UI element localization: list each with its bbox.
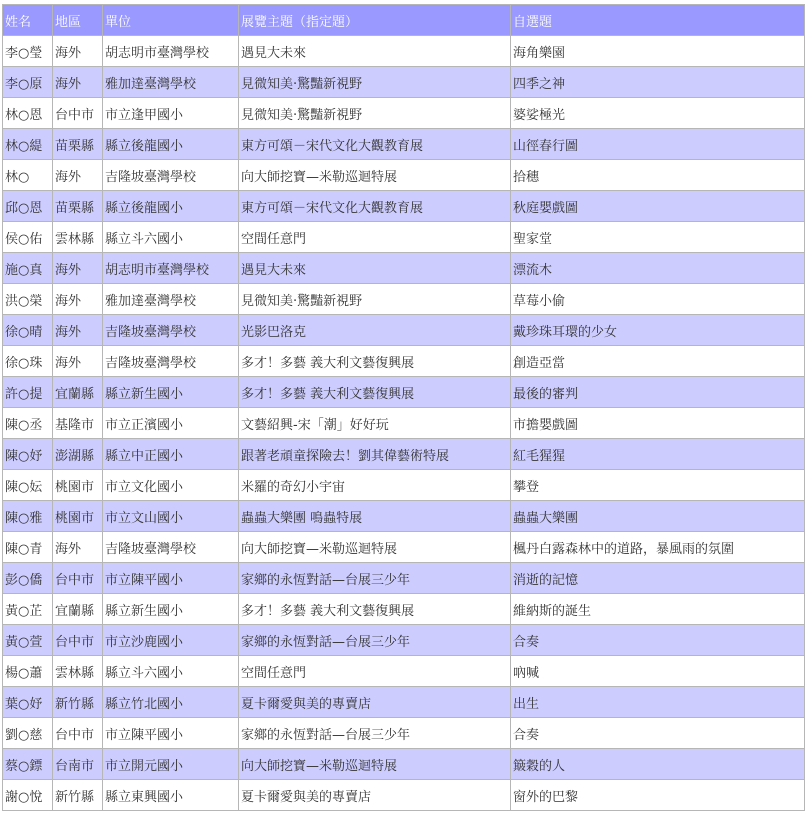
- cell-name: 陳○丞: [3, 408, 53, 439]
- header-region: 地區: [53, 5, 103, 36]
- table-row: [3, 780, 805, 811]
- cell-name: 劉○慈: [3, 718, 53, 749]
- table-row: [3, 377, 805, 408]
- cell-theme: 夏卡爾愛與美的專賣店: [239, 687, 511, 718]
- cell-unit: 縣立後龍國小: [103, 129, 239, 160]
- cell-unit: 市立文化國小: [103, 470, 239, 501]
- header-theme: 展覽主題（指定題）: [239, 5, 511, 36]
- cell-unit: 市立正濱國小: [103, 408, 239, 439]
- cell-choice: 海角樂園: [511, 36, 805, 67]
- table-row: [3, 315, 805, 346]
- table-row: [3, 191, 805, 222]
- cell-theme: 見微知美‧驚豔新視野: [239, 284, 511, 315]
- cell-theme: 夏卡爾愛與美的專賣店: [239, 780, 511, 811]
- results-table: [2, 4, 805, 811]
- cell-choice: 山徑春行圖: [511, 129, 805, 160]
- cell-theme: 多才！多藝 義大利文藝復興展: [239, 594, 511, 625]
- cell-theme: 遇見大未來: [239, 253, 511, 284]
- cell-unit: 吉隆坡臺灣學校: [103, 315, 239, 346]
- cell-unit: 吉隆坡臺灣學校: [103, 160, 239, 191]
- table-row: [3, 408, 805, 439]
- table-row: [3, 749, 805, 780]
- cell-theme: 向大師挖寶—米勒巡迴特展: [239, 532, 511, 563]
- table-row: [3, 470, 805, 501]
- cell-choice: 消逝的記憶: [511, 563, 805, 594]
- cell-choice: 草莓小偷: [511, 284, 805, 315]
- table-row: [3, 253, 805, 284]
- cell-theme: 向大師挖寶—米勒巡迴特展: [239, 749, 511, 780]
- cell-theme: 光影巴洛克: [239, 315, 511, 346]
- cell-theme: 跟著老頑童探險去！劉其偉藝術特展: [239, 439, 511, 470]
- cell-choice: 蟲蟲大樂團: [511, 501, 805, 532]
- cell-unit: 市立文山國小: [103, 501, 239, 532]
- cell-choice: 婆娑極光: [511, 98, 805, 129]
- cell-region: 海外: [53, 284, 103, 315]
- table-row: [3, 129, 805, 160]
- cell-region: 宜蘭縣: [53, 377, 103, 408]
- cell-unit: 縣立新生國小: [103, 377, 239, 408]
- cell-region: 新竹縣: [53, 780, 103, 811]
- cell-region: 桃園市: [53, 470, 103, 501]
- cell-region: 苗栗縣: [53, 129, 103, 160]
- cell-unit: 縣立後龍國小: [103, 191, 239, 222]
- cell-name: 彭○僑: [3, 563, 53, 594]
- cell-name: 謝○悅: [3, 780, 53, 811]
- cell-name: 葉○妤: [3, 687, 53, 718]
- header-unit: 單位: [103, 5, 239, 36]
- header-name: 姓名: [3, 5, 53, 36]
- cell-unit: 胡志明市臺灣學校: [103, 253, 239, 284]
- cell-choice: 聖家堂: [511, 222, 805, 253]
- cell-region: 桃園市: [53, 501, 103, 532]
- cell-choice: 創造亞當: [511, 346, 805, 377]
- cell-choice: 楓丹白露森林中的道路，暴風雨的氛圍: [511, 532, 805, 563]
- cell-name: 黃○芷: [3, 594, 53, 625]
- table-row: [3, 656, 805, 687]
- table-row: [3, 687, 805, 718]
- cell-name: 李○原: [3, 67, 53, 98]
- cell-unit: 縣立竹北國小: [103, 687, 239, 718]
- cell-choice: 窗外的巴黎: [511, 780, 805, 811]
- cell-unit: 市立陳平國小: [103, 718, 239, 749]
- cell-theme: 東方可頌－宋代文化大觀教育展: [239, 191, 511, 222]
- cell-unit: 縣立中正國小: [103, 439, 239, 470]
- cell-unit: 縣立東興國小: [103, 780, 239, 811]
- cell-name: 徐○晴: [3, 315, 53, 346]
- cell-region: 海外: [53, 160, 103, 191]
- cell-theme: 遇見大未來: [239, 36, 511, 67]
- cell-choice: 吶喊: [511, 656, 805, 687]
- header-choice: 自選題: [511, 5, 805, 36]
- cell-region: 苗栗縣: [53, 191, 103, 222]
- cell-choice: 四季之神: [511, 67, 805, 98]
- table-header: [3, 5, 805, 36]
- cell-unit: 胡志明市臺灣學校: [103, 36, 239, 67]
- cell-theme: 見微知美‧驚豔新視野: [239, 98, 511, 129]
- cell-choice: 出生: [511, 687, 805, 718]
- cell-choice: 拾穗: [511, 160, 805, 191]
- cell-theme: 多才！多藝 義大利文藝復興展: [239, 346, 511, 377]
- cell-unit: 市立逢甲國小: [103, 98, 239, 129]
- cell-name: 蔡○鏢: [3, 749, 53, 780]
- cell-unit: 市立陳平國小: [103, 563, 239, 594]
- cell-name: 林○恩: [3, 98, 53, 129]
- cell-unit: 雅加達臺灣學校: [103, 67, 239, 98]
- cell-unit: 市立開元國小: [103, 749, 239, 780]
- header-row: [3, 5, 805, 36]
- cell-name: 李○瑩: [3, 36, 53, 67]
- cell-name: 林○: [3, 160, 53, 191]
- cell-name: 黃○萱: [3, 625, 53, 656]
- cell-choice: 漂流木: [511, 253, 805, 284]
- cell-region: 宜蘭縣: [53, 594, 103, 625]
- cell-region: 海外: [53, 253, 103, 284]
- table-row: [3, 346, 805, 377]
- cell-choice: 最後的審判: [511, 377, 805, 408]
- cell-name: 施○真: [3, 253, 53, 284]
- cell-choice: 簸穀的人: [511, 749, 805, 780]
- cell-unit: 吉隆坡臺灣學校: [103, 346, 239, 377]
- table-row: [3, 439, 805, 470]
- cell-unit: 縣立斗六國小: [103, 656, 239, 687]
- table-row: [3, 594, 805, 625]
- cell-theme: 家鄉的永恆對話—台展三少年: [239, 625, 511, 656]
- cell-unit: 縣立斗六國小: [103, 222, 239, 253]
- cell-name: 林○緹: [3, 129, 53, 160]
- cell-region: 海外: [53, 532, 103, 563]
- cell-unit: 雅加達臺灣學校: [103, 284, 239, 315]
- cell-region: 台南市: [53, 749, 103, 780]
- cell-name: 洪○榮: [3, 284, 53, 315]
- cell-theme: 多才！多藝 義大利文藝復興展: [239, 377, 511, 408]
- cell-theme: 文藝紹興-宋「潮」好好玩: [239, 408, 511, 439]
- cell-choice: 秋庭嬰戲圖: [511, 191, 805, 222]
- table-row: [3, 98, 805, 129]
- cell-region: 雲林縣: [53, 656, 103, 687]
- cell-name: 楊○蕭: [3, 656, 53, 687]
- table-row: [3, 532, 805, 563]
- table-row: [3, 67, 805, 98]
- table-row: [3, 160, 805, 191]
- cell-region: 新竹縣: [53, 687, 103, 718]
- cell-name: 陳○妘: [3, 470, 53, 501]
- cell-choice: 紅毛猩猩: [511, 439, 805, 470]
- cell-theme: 見微知美‧驚豔新視野: [239, 67, 511, 98]
- cell-name: 邱○恩: [3, 191, 53, 222]
- cell-theme: 米羅的奇幻小宇宙: [239, 470, 511, 501]
- cell-choice: 市擔嬰戲圖: [511, 408, 805, 439]
- cell-region: 基隆市: [53, 408, 103, 439]
- cell-choice: 合奏: [511, 718, 805, 749]
- cell-name: 徐○珠: [3, 346, 53, 377]
- cell-region: 澎湖縣: [53, 439, 103, 470]
- cell-choice: 維納斯的誕生: [511, 594, 805, 625]
- table-row: [3, 718, 805, 749]
- cell-region: 台中市: [53, 625, 103, 656]
- cell-theme: 空間任意門: [239, 222, 511, 253]
- cell-name: 許○提: [3, 377, 53, 408]
- cell-region: 海外: [53, 36, 103, 67]
- cell-region: 海外: [53, 67, 103, 98]
- cell-theme: 空間任意門: [239, 656, 511, 687]
- cell-theme: 家鄉的永恆對話—台展三少年: [239, 563, 511, 594]
- cell-name: 陳○青: [3, 532, 53, 563]
- cell-region: 雲林縣: [53, 222, 103, 253]
- cell-unit: 吉隆坡臺灣學校: [103, 532, 239, 563]
- table-row: [3, 36, 805, 67]
- table-row: [3, 222, 805, 253]
- cell-choice: 戴珍珠耳環的少女: [511, 315, 805, 346]
- cell-region: 台中市: [53, 98, 103, 129]
- cell-theme: 東方可頌－宋代文化大觀教育展: [239, 129, 511, 160]
- results-table-container: [2, 4, 804, 811]
- cell-name: 陳○妤: [3, 439, 53, 470]
- cell-unit: 市立沙鹿國小: [103, 625, 239, 656]
- cell-unit: 縣立新生國小: [103, 594, 239, 625]
- cell-region: 台中市: [53, 718, 103, 749]
- cell-theme: 向大師挖寶—米勒巡迴特展: [239, 160, 511, 191]
- cell-theme: 蟲蟲大樂團 鳴蟲特展: [239, 501, 511, 532]
- table-row: [3, 625, 805, 656]
- table-row: [3, 563, 805, 594]
- cell-name: 侯○佑: [3, 222, 53, 253]
- table-body: [3, 36, 805, 811]
- cell-name: 陳○雅: [3, 501, 53, 532]
- cell-region: 海外: [53, 315, 103, 346]
- cell-choice: 攀登: [511, 470, 805, 501]
- table-row: [3, 501, 805, 532]
- cell-choice: 合奏: [511, 625, 805, 656]
- cell-theme: 家鄉的永恆對話—台展三少年: [239, 718, 511, 749]
- table-row: [3, 284, 805, 315]
- cell-region: 海外: [53, 346, 103, 377]
- cell-region: 台中市: [53, 563, 103, 594]
